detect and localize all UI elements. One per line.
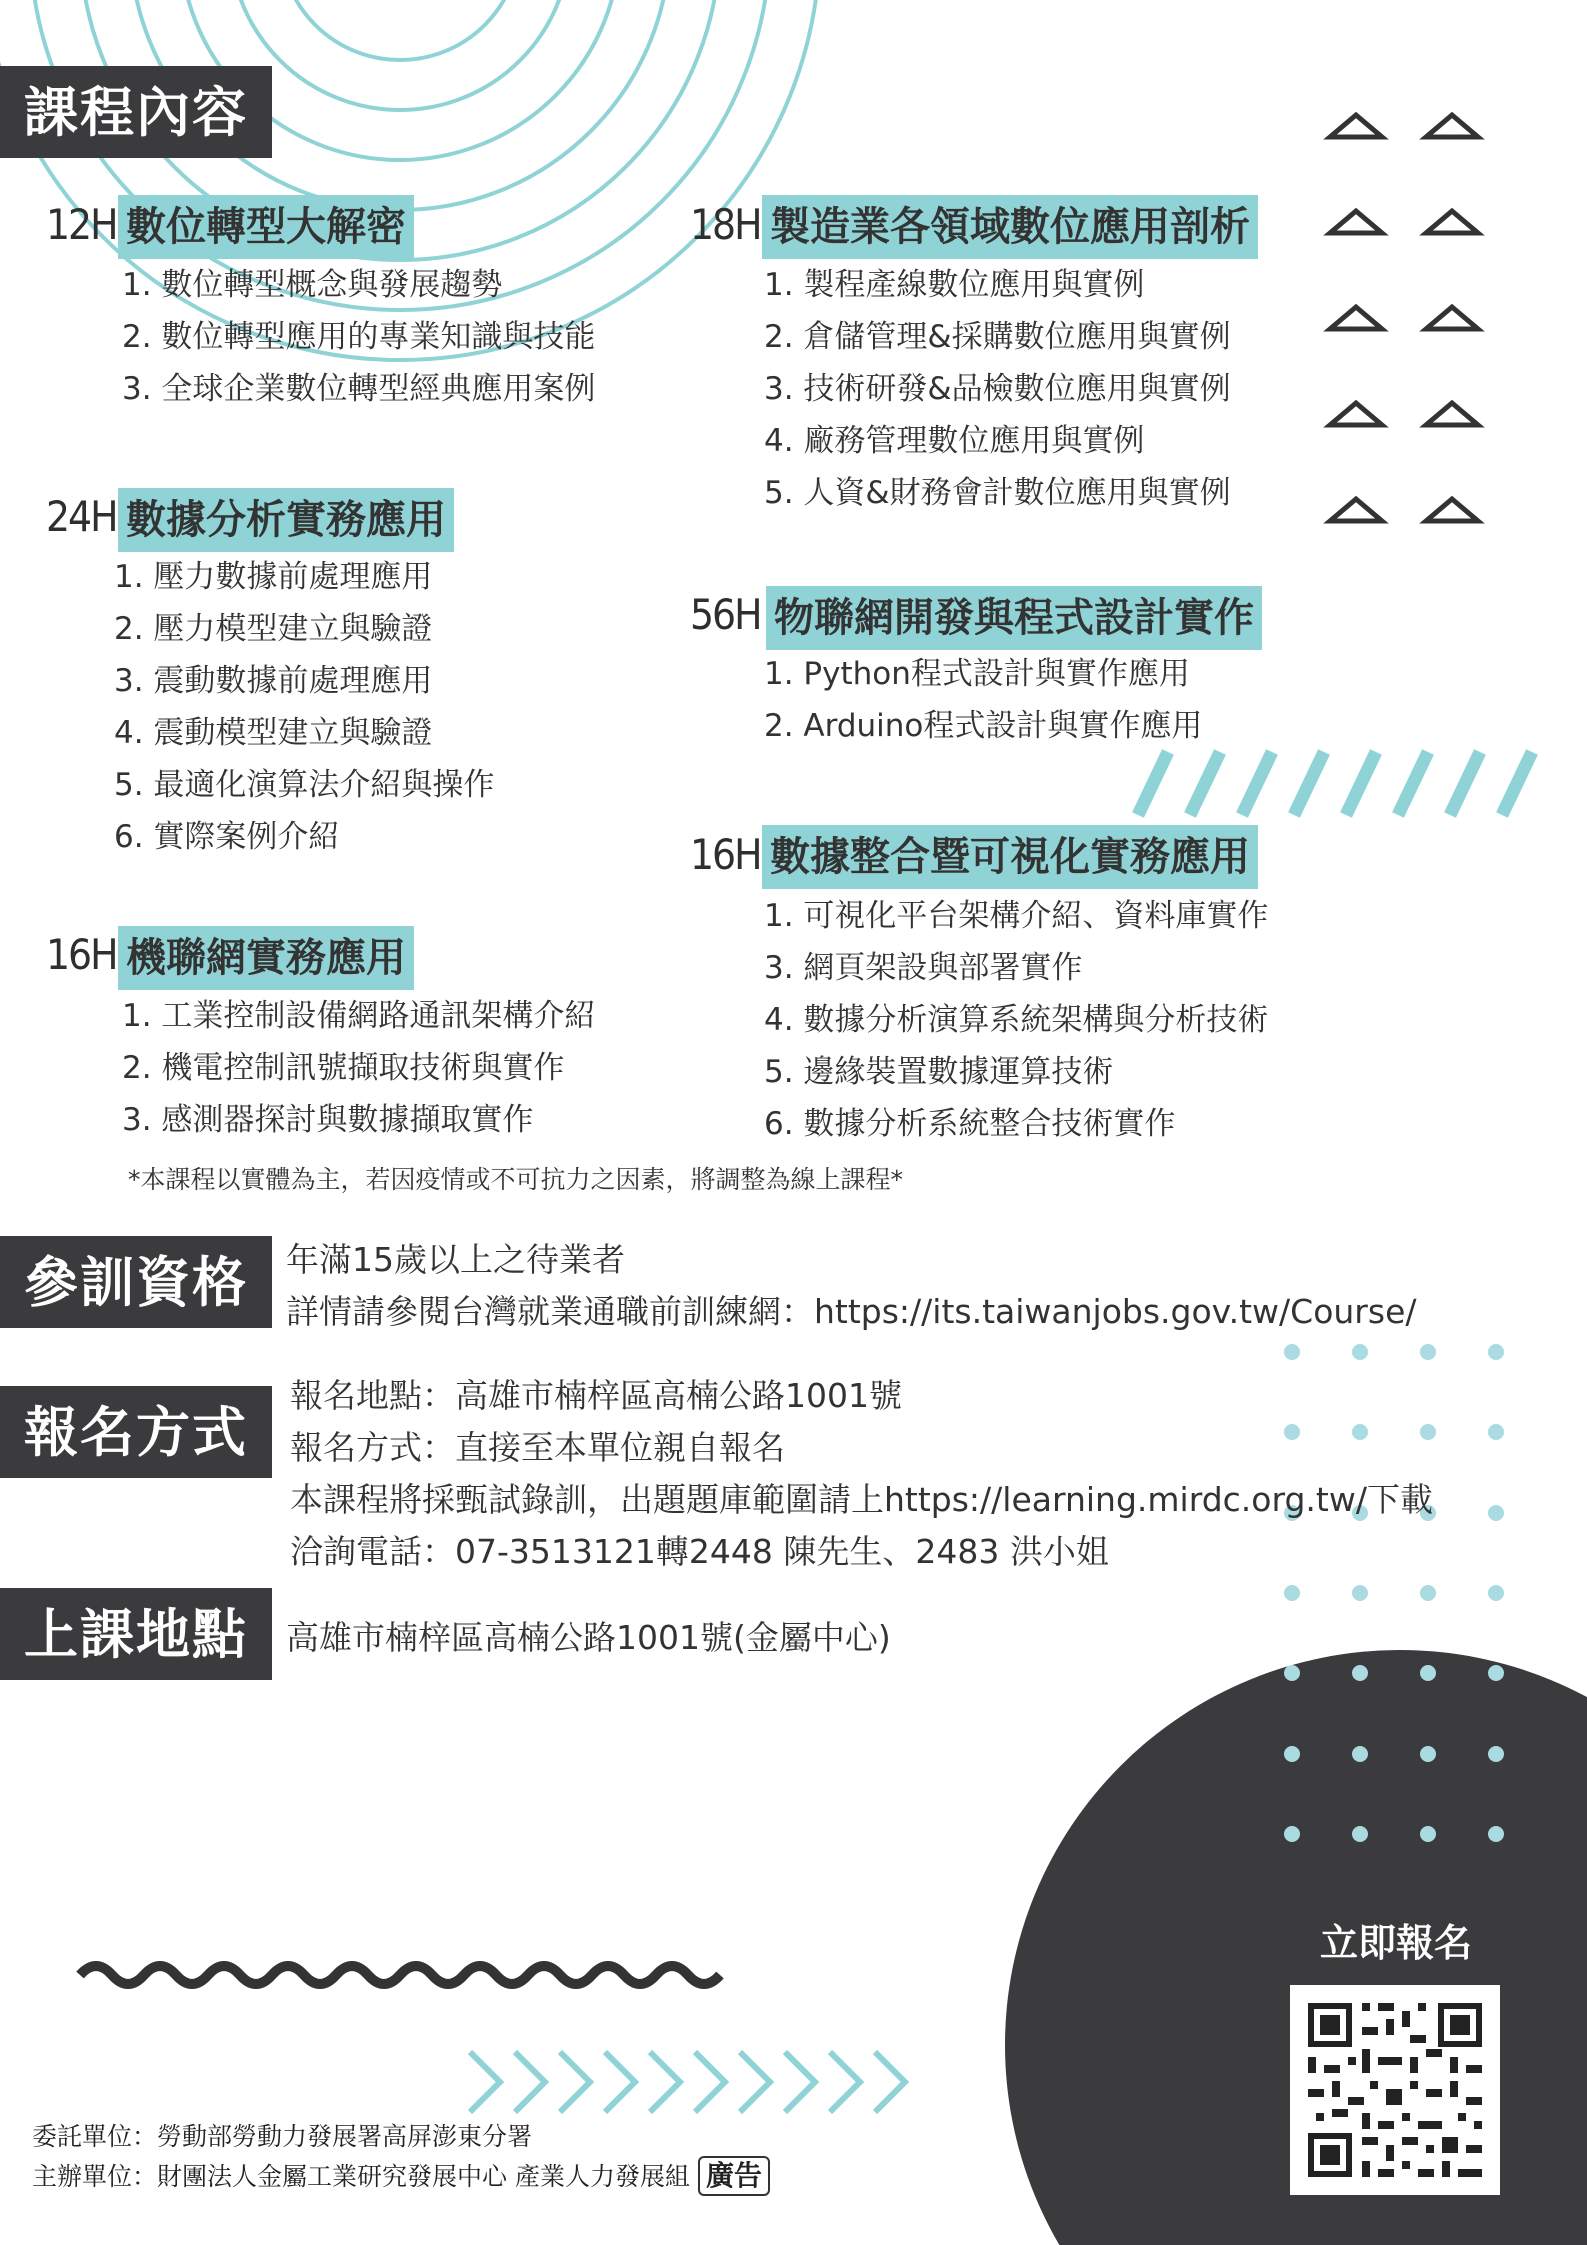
- list-item: 5. 邊緣裝置數據運算技術: [764, 1054, 1114, 1090]
- module-title: 數位轉型大解密: [118, 195, 414, 259]
- list-item: 1. Python程式設計與實作應用: [764, 656, 1190, 692]
- list-item: 1. 壓力數據前處理應用: [114, 559, 433, 595]
- section-course-content: 課程內容: [0, 66, 272, 158]
- wavy-line: [80, 1966, 720, 1984]
- module-item-list: [122, 990, 595, 1146]
- list-item: 2. 壓力模型建立與驗證: [114, 611, 433, 647]
- module-hours: 16H: [46, 930, 117, 979]
- section-eligibility: 參訓資格: [0, 1236, 272, 1328]
- module-hours: 56H: [690, 590, 761, 639]
- qr-code-icon[interactable]: [1290, 1985, 1500, 2195]
- registration-line: 本課程將採甄試錄訓，出題題庫範圍請上https://learning.mirdc.org.tw/下載: [290, 1480, 1433, 1519]
- registration-line: 洽詢電話：07-3513121轉2448 陳先生、2483 洪小姐: [290, 1532, 1109, 1571]
- list-item: 2. 數位轉型應用的專業知識與技能: [122, 319, 596, 355]
- section-registration: 報名方式: [0, 1386, 272, 1478]
- module-title: 機聯網實務應用: [118, 926, 414, 990]
- module-title: 製造業各領域數位應用剖析: [762, 195, 1258, 259]
- course-note: *本課程以實體為主，若因疫情或不可抗力之因素，將調整為線上課程*: [128, 1165, 904, 1194]
- list-item: 3. 技術研發&品檢數位應用與實例: [764, 371, 1231, 407]
- organizer-text: 主辦單位：財團法人金屬工業研究發展中心 產業人力發展組: [32, 2162, 690, 2191]
- location-line: 高雄市楠梓區高楠公路1001號(金屬中心): [286, 1618, 891, 1657]
- list-item: 3. 全球企業數位轉型經典應用案例: [122, 371, 596, 407]
- ad-badge: 廣告: [698, 2156, 770, 2196]
- register-now-label: 立即報名: [1320, 1920, 1473, 1965]
- module-hours: 12H: [46, 200, 117, 249]
- list-item: 5. 最適化演算法介紹與操作: [114, 767, 495, 803]
- list-item: 4. 震動模型建立與驗證: [114, 715, 433, 751]
- module-item-list: [122, 259, 595, 415]
- list-item: 3. 網頁架設與部署實作: [764, 950, 1083, 986]
- module-item-list: [114, 551, 494, 863]
- list-item: 3. 感測器探討與數據擷取實作: [122, 1102, 534, 1138]
- diagonal-stripes: [1138, 752, 1532, 815]
- list-item: 1. 工業控制設備網路通訊架構介紹: [122, 998, 596, 1034]
- list-item: 6. 數據分析系統整合技術實作: [764, 1106, 1176, 1142]
- triangle-icon-grid: [1330, 115, 1478, 521]
- module-title: 數據整合暨可視化實務應用: [762, 825, 1258, 889]
- registration-line: 報名方式：直接至本單位親自報名: [290, 1428, 785, 1467]
- registration-line: 報名地點：高雄市楠梓區高楠公路1001號: [290, 1376, 902, 1415]
- list-item: 2. 倉儲管理&採購數位應用與實例: [764, 319, 1231, 355]
- list-item: 6. 實際案例介紹: [114, 819, 340, 855]
- list-item: 1. 可視化平台架構介紹、資料庫實作: [764, 898, 1269, 934]
- list-item: 1. 數位轉型概念與發展趨勢: [122, 267, 503, 303]
- list-item: 4. 廠務管理數位應用與實例: [764, 423, 1145, 459]
- list-item: 3. 震動數據前處理應用: [114, 663, 433, 699]
- module-hours: 24H: [46, 492, 117, 541]
- chevron-right-icons: [470, 2052, 905, 2112]
- list-item: 2. 機電控制訊號擷取技術與實作: [122, 1050, 565, 1086]
- list-item: 5. 人資&財務會計數位應用與實例: [764, 475, 1231, 511]
- list-item: 2. Arduino程式設計與實作應用: [764, 708, 1203, 744]
- qr-code-graphic: [1290, 1985, 1500, 2195]
- module-item-list: [764, 259, 1231, 519]
- list-item: 1. 製程產線數位應用與實例: [764, 267, 1145, 303]
- section-location: 上課地點: [0, 1588, 272, 1680]
- module-hours: 18H: [690, 200, 761, 249]
- commissioned-by: 委託單位：勞動部勞動力發展署高屏澎東分署: [32, 2122, 533, 2151]
- eligibility-line: 詳情請參閱台灣就業通職前訓練網：https://its.taiwanjobs.gov.tw/Course/: [286, 1292, 1417, 1331]
- module-title: 物聯網開發與程式設計實作: [766, 586, 1262, 650]
- module-item-list: [764, 648, 1202, 752]
- organizer-line: [32, 2156, 770, 2196]
- eligibility-line: 年滿15歲以上之待業者: [286, 1240, 625, 1279]
- module-item-list: [764, 890, 1268, 1150]
- module-title: 數據分析實務應用: [118, 488, 454, 552]
- list-item: 4. 數據分析演算系統架構與分析技術: [764, 1002, 1269, 1038]
- module-hours: 16H: [690, 830, 761, 879]
